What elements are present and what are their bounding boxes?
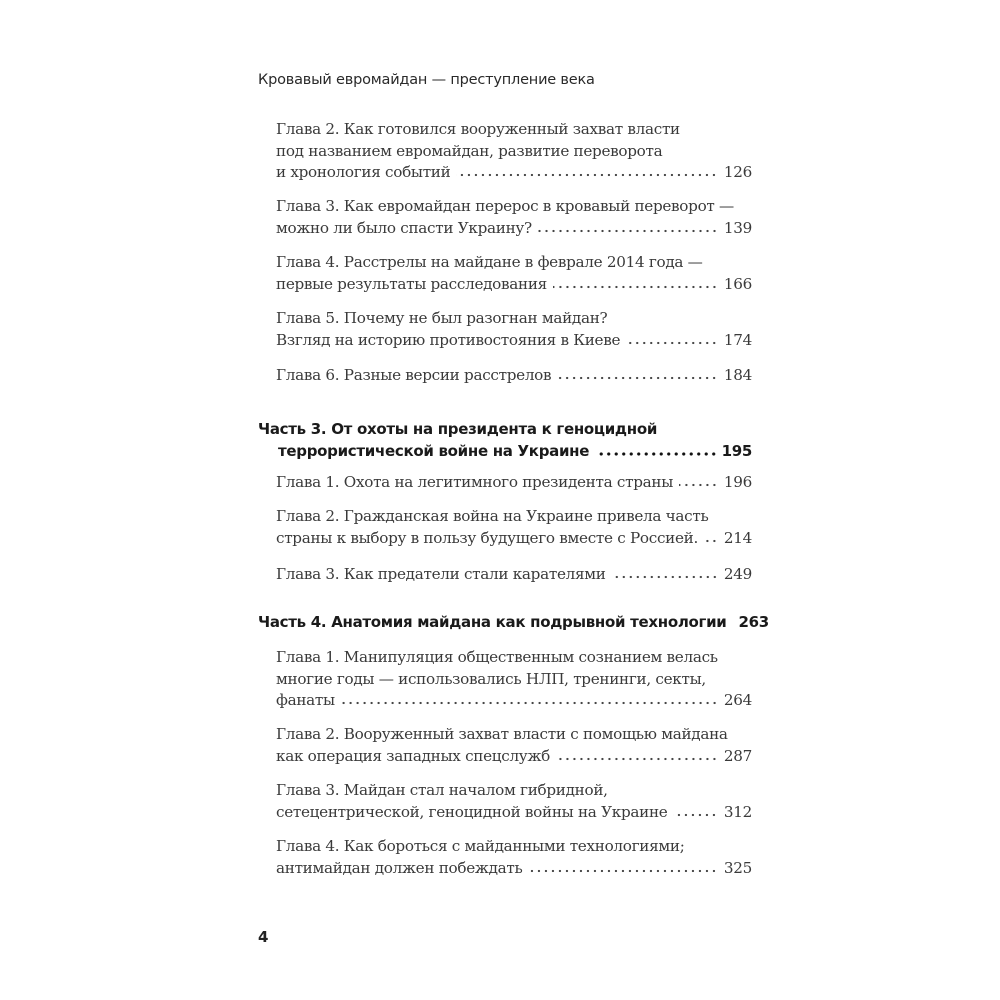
dot-leader (704, 539, 718, 543)
dot-leader (456, 173, 717, 177)
entry-page: 264 (723, 691, 752, 709)
dot-leader (556, 757, 718, 761)
entry-line: Глава 2. Гражданская война на Украине привела часть (276, 507, 709, 525)
entry-line: Глава 4. Расстрелы на майдане в феврале 2014 года — (276, 253, 703, 271)
dot-leader (341, 701, 718, 705)
entry-page: 196 (723, 473, 752, 491)
page-number: 4 (258, 928, 269, 946)
part-page: 195 (721, 442, 752, 460)
running-head: Кровавый евромайдан — преступление века (258, 72, 595, 88)
entry-page: 287 (723, 746, 752, 765)
part-line: террористической войне на Украине (278, 442, 590, 460)
entry-line: многие годы — использовались НЛП, тренинги, секты, (276, 669, 706, 688)
dot-leader (538, 229, 718, 233)
entry-line: Глава 1. Манипуляция общественным сознанием велась (276, 648, 718, 666)
toc-part-3[interactable] (258, 418, 752, 462)
entry-page: 249 (723, 565, 752, 583)
entry-line: можно ли было спасти Украину? (276, 218, 532, 237)
toc-entry[interactable] (276, 252, 752, 295)
entry-line: первые результаты расследования (276, 274, 547, 293)
entry-line: Взгляд на историю противостояния в Киеве (276, 330, 621, 349)
toc-entry[interactable] (276, 365, 752, 387)
entry-line: под названием евромайдан, развитие переворота (276, 141, 663, 160)
toc-entry[interactable] (276, 780, 752, 823)
toc-entry[interactable] (276, 472, 752, 494)
entry-page: 126 (723, 163, 752, 181)
entry-page: 325 (723, 858, 752, 877)
entry-line: Глава 2. Как готовился вооруженный захват власти (276, 120, 680, 138)
toc-entry[interactable] (276, 564, 752, 586)
entry-page: 174 (723, 330, 752, 349)
entry-line: и хронология событий (276, 163, 451, 181)
dot-leader (673, 813, 717, 817)
part-line: Часть 4. Анатомия майдана как подрывной технологии (258, 613, 727, 631)
toc-entry[interactable] (276, 196, 752, 239)
dot-leader (528, 869, 717, 873)
dot-leader (557, 376, 718, 380)
entry-line: Глава 5. Почему не был разогнан майдан? (276, 309, 608, 327)
toc-entry[interactable] (276, 724, 752, 767)
entry-line: антимайдан должен побеждать (276, 858, 523, 877)
dot-leader (553, 285, 718, 289)
toc-entry[interactable] (276, 308, 752, 351)
entry-page: 312 (723, 802, 752, 821)
entry-line: фанаты (276, 691, 335, 709)
entry-line: сетецентрической, геноцидной войны на Украине (276, 802, 668, 821)
dot-leader (626, 341, 718, 345)
toc-entry[interactable] (276, 119, 752, 184)
entry-line: Глава 4. Как бороться с майданными технологиями; (276, 837, 685, 855)
entry-page: 166 (723, 274, 752, 293)
entry-page: 184 (723, 366, 752, 384)
toc-part-4[interactable] (258, 611, 769, 633)
dot-leader (612, 575, 718, 579)
part-page: 263 (738, 613, 769, 631)
entry-line: Глава 3. Как предатели стали карателями (276, 565, 606, 583)
toc-entry[interactable] (276, 506, 752, 549)
entry-page: 214 (723, 528, 752, 547)
entry-line: Глава 6. Разные версии расстрелов (276, 366, 552, 384)
dot-leader (597, 452, 717, 456)
entry-line: Глава 3. Майдан стал началом гибридной, (276, 781, 608, 799)
entry-line: как операция западных спецслужб (276, 746, 550, 765)
part-line: Часть 3. От охоты на президента к геноцидной (258, 420, 658, 438)
entry-line: страны к выбору в пользу будущего вместе с Россией. (276, 528, 699, 547)
entry-line: Глава 3. Как евромайдан перерос в кровавый переворот — (276, 197, 734, 215)
toc-entry[interactable] (276, 836, 752, 879)
dot-leader (679, 483, 718, 487)
entry-page: 139 (723, 218, 752, 237)
toc-entry[interactable] (276, 647, 752, 712)
entry-line: Глава 1. Охота на легитимного президента страны (276, 473, 673, 491)
entry-line: Глава 2. Вооруженный захват власти с помощью майдана (276, 725, 728, 743)
